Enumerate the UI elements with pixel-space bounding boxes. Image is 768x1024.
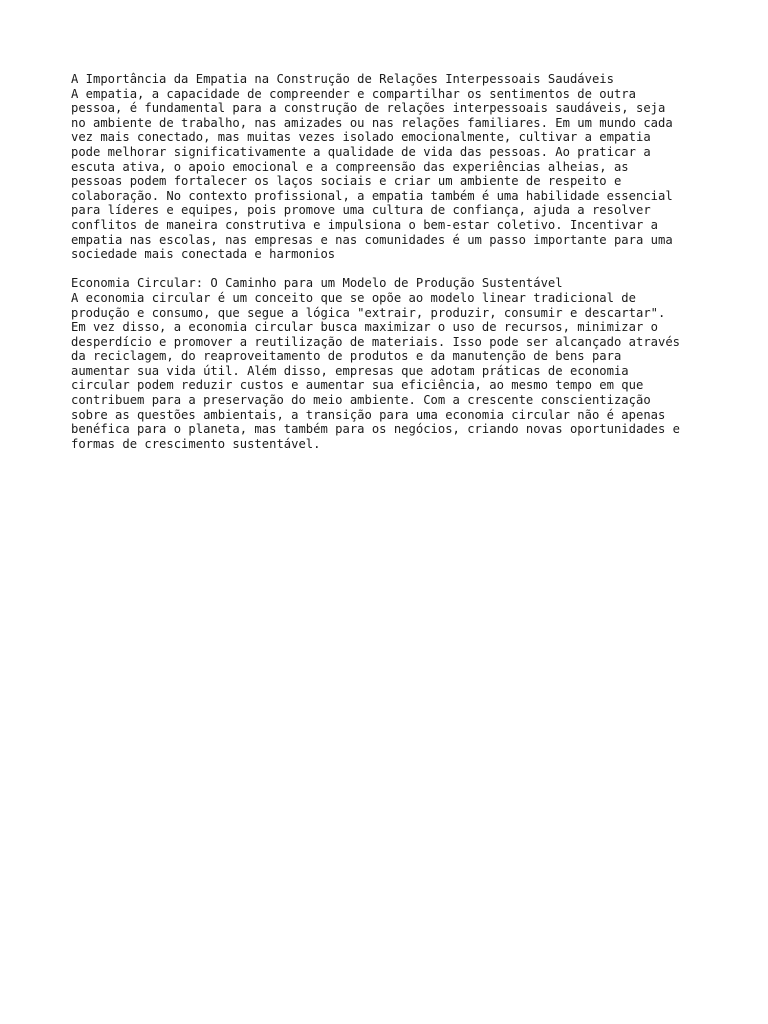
paragraph-line: desperdício e promover a reutilização de materiais. Isso pode ser alcançado através: [71, 334, 681, 349]
paragraph-line: pessoas podem fortalecer os laços sociais e criar um ambiente de respeito e: [71, 174, 622, 189]
section-economia-circular: [71, 276, 711, 451]
paragraph-line: da reciclagem, do reaproveitamento de produtos e da manutenção de bens para: [71, 349, 622, 364]
paragraph-line: contribuem para a preservação do meio ambiente. Com a crescente conscientização: [71, 393, 651, 408]
document-page: [71, 72, 711, 451]
paragraph-line: A economia circular é um conceito que se opõe ao modelo linear tradicional de: [71, 290, 636, 305]
paragraph-line: sobre as questões ambientais, a transição para uma economia circular não é apenas: [71, 407, 666, 422]
section-empatia: [71, 72, 711, 262]
paragraph-line: conflitos de maneira construtiva e impulsiona o bem-estar coletivo. Incentivar a: [71, 217, 658, 232]
paragraph-line: circular podem reduzir custos e aumentar sua eficiência, ao mesmo tempo em que: [71, 378, 644, 393]
paragraph-line: colaboração. No contexto profissional, a empatia também é uma habilidade essencial: [71, 188, 673, 203]
section-title: A Importância da Empatia na Construção de Relações Interpessoais Saudáveis: [71, 72, 614, 86]
paragraph-line: Em vez disso, a economia circular busca maximizar o uso de recursos, minimizar o: [71, 320, 658, 335]
paragraph-line: produção e consumo, que segue a lógica "extrair, produzir, consumir e descartar".: [71, 305, 666, 320]
paragraph-line: aumentar sua vida útil. Além disso, empresas que adotam práticas de economia: [71, 363, 629, 378]
section-title: Economia Circular: O Caminho para um Modelo de Produção Sustentável: [71, 276, 563, 291]
paragraph-line: pessoa, é fundamental para a construção de relações interpessoais saudáveis, seja: [71, 101, 666, 116]
paragraph-line: formas de crescimento sustentável.: [71, 436, 321, 451]
paragraph-line: pode melhorar significativamente a qualidade de vida das pessoas. Ao praticar a: [71, 144, 651, 159]
paragraph-line: no ambiente de trabalho, nas amizades ou nas relações familiares. Em um mundo cada: [71, 115, 673, 130]
paragraph-line: sociedade mais conectada e harmonios: [71, 247, 336, 262]
paragraph-line: para líderes e equipes, pois promove uma cultura de confiança, ajuda a resolver: [71, 203, 651, 218]
paragraph-line: A empatia, a capacidade de compreender e compartilhar os sentimentos de outra: [71, 86, 636, 101]
paragraph-line: escuta ativa, o apoio emocional e a compreensão das experiências alheias, as: [71, 159, 629, 174]
paragraph-line: benéfica para o planeta, mas também para os negócios, criando novas oportunidades e: [71, 422, 681, 437]
paragraph-line: empatia nas escolas, nas empresas e nas comunidades é um passo importante para uma: [71, 232, 673, 247]
paragraph-line: vez mais conectado, mas muitas vezes isolado emocionalmente, cultivar a empatia: [71, 130, 651, 145]
